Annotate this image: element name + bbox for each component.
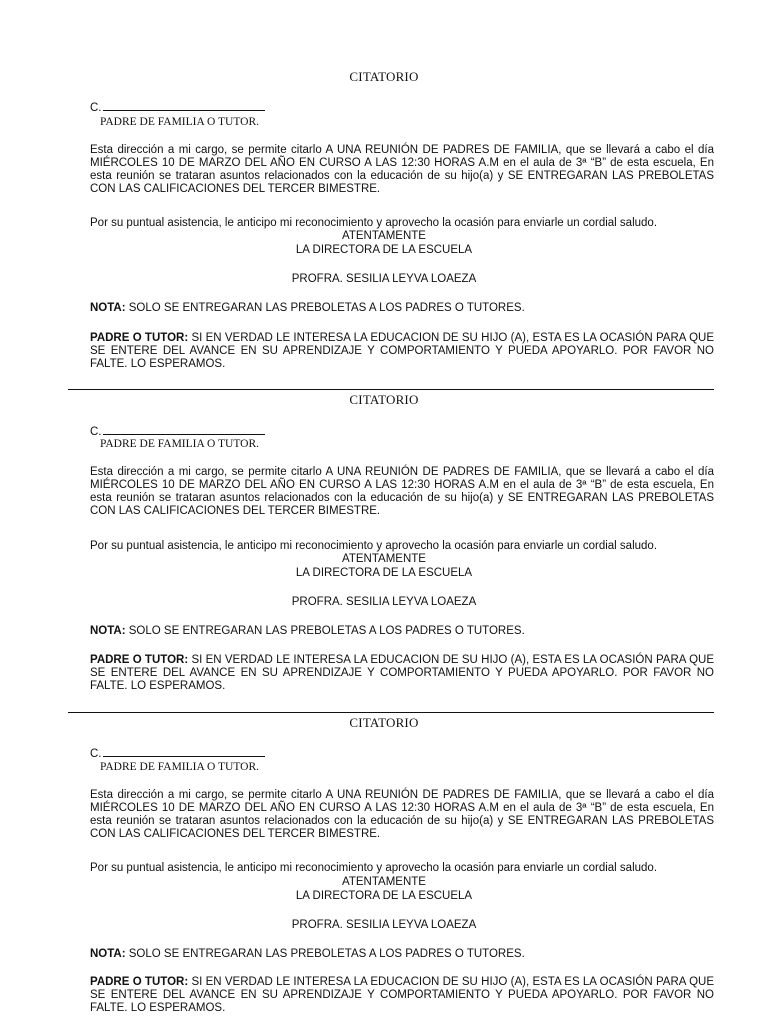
recipient-line [90, 746, 265, 761]
atentamente-label: ATENTAMENTE [342, 230, 426, 242]
recipient-label: PADRE DE FAMILIA O TUTOR. [100, 116, 259, 128]
recipient-line [90, 100, 265, 115]
recipient-blank [103, 100, 265, 111]
atentamente-label: ATENTAMENTE [342, 553, 426, 565]
closing-paragraph: Por su puntual asistencia, le anticipo mi reconocimiento y aprovecho la ocasión para enviarle un cordial saludo. [90, 217, 658, 229]
closing-paragraph: Por su puntual asistencia, le anticipo mi reconocimiento y aprovecho la ocasión para enviarle un cordial saludo. [90, 540, 658, 552]
recipient-prefix: C. [90, 426, 102, 438]
invitation-paragraph: Esta dirección a mi cargo, se permite citarlo A UNA REUNIÓN DE PADRES DE FAMILIA, que se llevará a cabo el día MIÉRCOLES 10 DE MARZO DEL AÑO EN CURSO A LAS 12:30 HORAS A.M en el aula de 3ª “B” de esta escuela, En esta reunión se trataran asuntos relacionados con la educación de su hijo(a) y SE ENTREGARAN LAS PREBOLETAS CON LAS CALIFICACIONES DEL TERCER BIMESTRE. [90, 789, 714, 840]
recipient-prefix: C. [90, 748, 102, 760]
nota-text: SOLO SE ENTREGARAN LAS PREBOLETAS A LOS PADRES O TUTORES. [125, 302, 525, 314]
nota-line [90, 302, 525, 315]
recipient-prefix: C. [90, 102, 102, 114]
recipient-label: PADRE DE FAMILIA O TUTOR. [100, 438, 259, 450]
directora-label: LA DIRECTORA DE LA ESCUELA [295, 244, 473, 256]
padre-tutor-label: PADRE O TUTOR: [90, 654, 189, 666]
separator-line [68, 712, 714, 713]
padre-tutor-paragraph [90, 976, 714, 1015]
directora-label: LA DIRECTORA DE LA ESCUELA [295, 890, 473, 902]
signature-name: PROFRA. SESILIA LEYVA LOAEZA [291, 273, 477, 285]
padre-tutor-text: SI EN VERDAD LE INTERESA LA EDUCACION DE SU HIJO (A), ESTA ES LA OCASIÓN PARA QUE SE ENTERE DEL AVANCE EN SU APRENDIZAJE Y COMPORTAMIENTO Y PUEDA APOYARLO. POR FAVOR NO FALTE. LO ESPERAMOS. [90, 976, 714, 1014]
signature-name: PROFRA. SESILIA LEYVA LOAEZA [291, 919, 477, 931]
separator-line [68, 389, 714, 390]
nota-label: NOTA: [90, 625, 126, 637]
padre-tutor-paragraph [90, 654, 714, 693]
nota-text: SOLO SE ENTREGARAN LAS PREBOLETAS A LOS PADRES O TUTORES. [125, 625, 525, 637]
nota-line [90, 625, 525, 638]
recipient-blank [103, 424, 265, 435]
nota-line [90, 948, 525, 961]
signature-name: PROFRA. SESILIA LEYVA LOAEZA [291, 596, 477, 608]
nota-label: NOTA: [90, 302, 126, 314]
citatorio-title: CITATORIO [349, 69, 419, 84]
nota-label: NOTA: [90, 948, 126, 960]
citatorio-title: CITATORIO [349, 715, 419, 730]
padre-tutor-text: SI EN VERDAD LE INTERESA LA EDUCACION DE SU HIJO (A), ESTA ES LA OCASIÓN PARA QUE SE ENTERE DEL AVANCE EN SU APRENDIZAJE Y COMPORTAMIENTO Y PUEDA APOYARLO. POR FAVOR NO FALTE. LO ESPERAMOS. [90, 654, 714, 692]
citatorio-title: CITATORIO [349, 392, 419, 407]
closing-paragraph: Por su puntual asistencia, le anticipo mi reconocimiento y aprovecho la ocasión para enviarle un cordial saludo. [90, 862, 658, 874]
recipient-line [90, 424, 265, 439]
padre-tutor-label: PADRE O TUTOR: [90, 976, 189, 988]
directora-label: LA DIRECTORA DE LA ESCUELA [295, 567, 473, 579]
nota-text: SOLO SE ENTREGARAN LAS PREBOLETAS A LOS PADRES O TUTORES. [125, 948, 525, 960]
recipient-blank [103, 746, 265, 757]
invitation-paragraph: Esta dirección a mi cargo, se permite citarlo A UNA REUNIÓN DE PADRES DE FAMILIA, que se llevará a cabo el día MIÉRCOLES 10 DE MARZO DEL AÑO EN CURSO A LAS 12:30 HORAS A.M en el aula de 3ª “B” de esta escuela, En esta reunión se trataran asuntos relacionados con la educación de su hijo(a) y SE ENTREGARAN LAS PREBOLETAS CON LAS CALIFICACIONES DEL TERCER BIMESTRE. [90, 466, 714, 517]
invitation-paragraph: Esta dirección a mi cargo, se permite citarlo A UNA REUNIÓN DE PADRES DE FAMILIA, que se llevará a cabo el día MIÉRCOLES 10 DE MARZO DEL AÑO EN CURSO A LAS 12:30 HORAS A.M en el aula de 3ª “B” de esta escuela, En esta reunión se trataran asuntos relacionados con la educación de su hijo(a) y SE ENTREGARAN LAS PREBOLETAS CON LAS CALIFICACIONES DEL TERCER BIMESTRE. [90, 144, 714, 195]
padre-tutor-paragraph [90, 332, 714, 371]
atentamente-label: ATENTAMENTE [342, 876, 426, 888]
recipient-label: PADRE DE FAMILIA O TUTOR. [100, 761, 259, 773]
padre-tutor-text: SI EN VERDAD LE INTERESA LA EDUCACION DE SU HIJO (A), ESTA ES LA OCASIÓN PARA QUE SE ENTERE DEL AVANCE EN SU APRENDIZAJE Y COMPORTAMIENTO Y PUEDA APOYARLO. POR FAVOR NO FALTE. LO ESPERAMOS. [90, 332, 714, 370]
padre-tutor-label: PADRE O TUTOR: [90, 332, 189, 344]
